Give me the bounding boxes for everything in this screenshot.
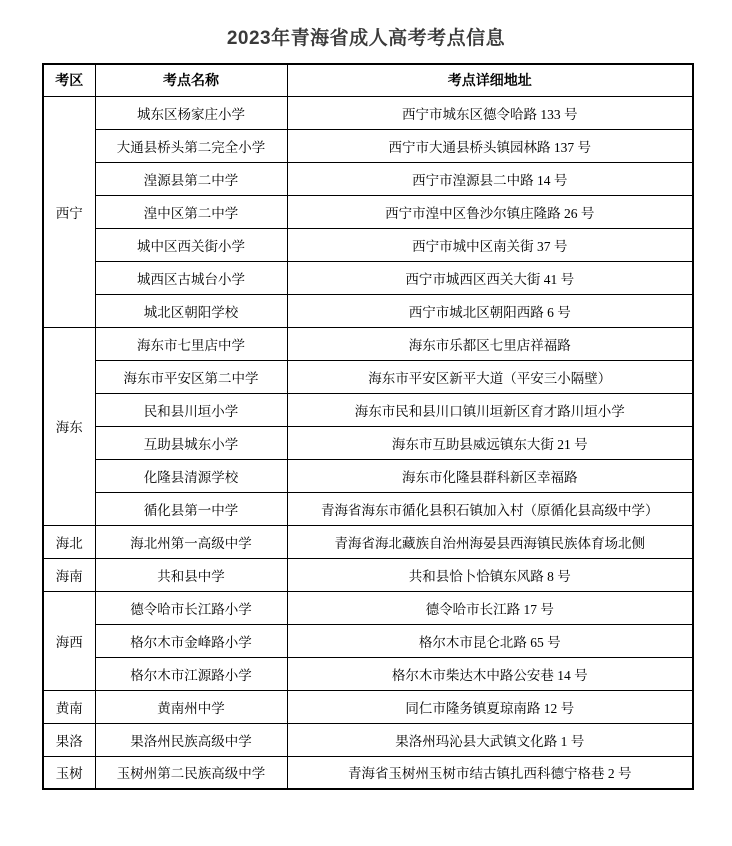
header-district: 考区 [43, 64, 95, 96]
header-site-address: 考点详细地址 [287, 64, 693, 96]
district-cell: 海西 [43, 591, 95, 690]
table-row [43, 525, 693, 558]
site-address-cell: 海东市民和县川口镇川垣新区育才路川垣小学 [287, 393, 693, 426]
site-address-cell: 海东市平安区新平大道（平安三小隔壁） [287, 360, 693, 393]
table-row [43, 195, 693, 228]
table-row [43, 657, 693, 690]
exam-sites-table [42, 63, 694, 790]
site-name-cell: 果洛州民族高级中学 [95, 723, 287, 756]
site-name-cell: 格尔木市金峰路小学 [95, 624, 287, 657]
district-cell: 西宁 [43, 96, 95, 327]
site-name-cell: 湟中区第二中学 [95, 195, 287, 228]
table-row [43, 624, 693, 657]
header-site-name: 考点名称 [95, 64, 287, 96]
site-name-cell: 共和县中学 [95, 558, 287, 591]
site-name-cell: 海北州第一高级中学 [95, 525, 287, 558]
header-row [43, 64, 693, 96]
district-cell: 海东 [43, 327, 95, 525]
table-row [43, 558, 693, 591]
table-row [43, 228, 693, 261]
site-address-cell: 青海省海北藏族自治州海晏县西海镇民族体育场北侧 [287, 525, 693, 558]
site-name-cell: 城北区朝阳学校 [95, 294, 287, 327]
site-name-cell: 德令哈市长江路小学 [95, 591, 287, 624]
site-address-cell: 西宁市湟中区鲁沙尔镇庄隆路 26 号 [287, 195, 693, 228]
site-address-cell: 西宁市城中区南关街 37 号 [287, 228, 693, 261]
district-cell: 黄南 [43, 690, 95, 723]
site-address-cell: 西宁市城北区朝阳西路 6 号 [287, 294, 693, 327]
page-title: 2023年青海省成人高考考点信息 [226, 28, 506, 49]
site-name-cell: 黄南州中学 [95, 690, 287, 723]
table-row [43, 393, 693, 426]
site-name-cell: 民和县川垣小学 [95, 393, 287, 426]
district-cell: 果洛 [43, 723, 95, 756]
site-name-cell: 玉树州第二民族高级中学 [95, 756, 287, 789]
table-row [43, 459, 693, 492]
site-address-cell: 果洛州玛沁县大武镇文化路 1 号 [287, 723, 693, 756]
district-cell: 海北 [43, 525, 95, 558]
table-row [43, 723, 693, 756]
site-address-cell: 格尔木市柴达木中路公安巷 14 号 [287, 657, 693, 690]
site-address-cell: 青海省海东市循化县积石镇加入村（原循化县高级中学） [287, 492, 693, 525]
table-row [43, 162, 693, 195]
district-cell: 海南 [43, 558, 95, 591]
site-address-cell: 西宁市大通县桥头镇园林路 137 号 [287, 129, 693, 162]
site-address-cell: 格尔木市昆仑北路 65 号 [287, 624, 693, 657]
site-name-cell: 循化县第一中学 [95, 492, 287, 525]
site-name-cell: 互助县城东小学 [95, 426, 287, 459]
table-row [43, 129, 693, 162]
table-row [43, 591, 693, 624]
table-row [43, 360, 693, 393]
site-name-cell: 化隆县清源学校 [95, 459, 287, 492]
site-address-cell: 青海省玉树州玉树市结古镇扎西科德宁格巷 2 号 [287, 756, 693, 789]
district-cell: 玉树 [43, 756, 95, 789]
table-row [43, 690, 693, 723]
site-address-cell: 德令哈市长江路 17 号 [287, 591, 693, 624]
site-name-cell: 海东市平安区第二中学 [95, 360, 287, 393]
site-address-cell: 西宁市城西区西关大街 41 号 [287, 261, 693, 294]
table-row [43, 261, 693, 294]
site-address-cell: 海东市乐都区七里店祥福路 [287, 327, 693, 360]
site-address-cell: 海东市化隆县群科新区幸福路 [287, 459, 693, 492]
site-name-cell: 城西区古城台小学 [95, 261, 287, 294]
table-row [43, 294, 693, 327]
table-row [43, 756, 693, 789]
site-name-cell: 城中区西关街小学 [95, 228, 287, 261]
site-address-cell: 海东市互助县威远镇东大街 21 号 [287, 426, 693, 459]
site-name-cell: 格尔木市江源路小学 [95, 657, 287, 690]
site-address-cell: 共和县恰卜恰镇东风路 8 号 [287, 558, 693, 591]
site-address-cell: 西宁市湟源县二中路 14 号 [287, 162, 693, 195]
table-row [43, 327, 693, 360]
site-address-cell: 西宁市城东区德令哈路 133 号 [287, 96, 693, 129]
site-name-cell: 海东市七里店中学 [95, 327, 287, 360]
table-row [43, 426, 693, 459]
table-body [43, 96, 693, 789]
site-name-cell: 湟源县第二中学 [95, 162, 287, 195]
table-row [43, 492, 693, 525]
site-name-cell: 城东区杨家庄小学 [95, 96, 287, 129]
site-address-cell: 同仁市隆务镇夏琼南路 12 号 [287, 690, 693, 723]
table-row [43, 96, 693, 129]
site-name-cell: 大通县桥头第二完全小学 [95, 129, 287, 162]
